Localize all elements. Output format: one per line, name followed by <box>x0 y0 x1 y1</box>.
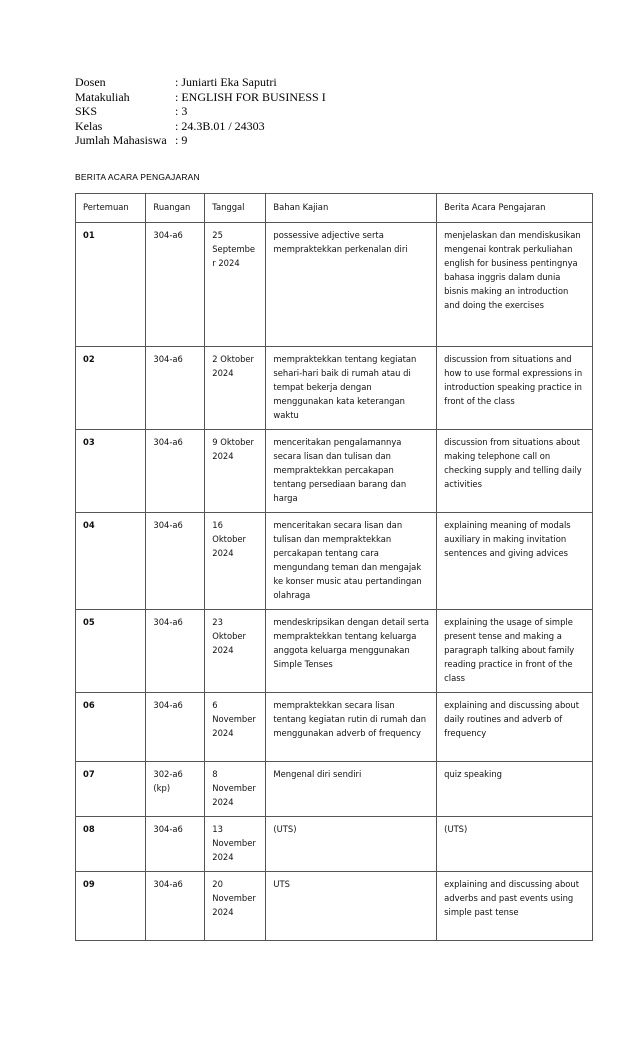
info-label: Dosen <box>75 75 106 89</box>
cell-pertemuan: 01 <box>76 223 146 347</box>
cell-tanggal: 23 Oktober 2024 <box>205 610 266 693</box>
info-label: SKS <box>75 104 98 119</box>
cell-bahan-kajian: UTS <box>266 872 437 941</box>
info-label: Matakuliah <box>75 89 130 104</box>
info-row-matakuliah <box>75 90 326 105</box>
cell-berita-acara: discussion from situations and how to use formal expressions in introduction speaking practice in front of the class <box>437 347 593 430</box>
cell-pertemuan: 04 <box>76 513 146 610</box>
cell-ruangan: 304-a6 <box>146 347 205 430</box>
cell-tanggal: 25 September 2024 <box>205 223 266 347</box>
cell-bahan-kajian: Mengenal diri sendiri <box>266 762 437 817</box>
cell-pertemuan: 09 <box>76 872 146 941</box>
cell-pertemuan: 07 <box>76 762 146 817</box>
info-row-dosen <box>75 75 326 90</box>
teaching-report-table <box>75 193 593 941</box>
table-row <box>76 762 593 817</box>
table-row <box>76 610 593 693</box>
cell-ruangan: 304-a6 <box>146 430 205 513</box>
info-value: : 24.3B.01 / 24303 <box>175 118 265 133</box>
info-row-sks <box>75 104 326 119</box>
cell-bahan-kajian: mendeskripsikan dengan detail serta mempraktekkan tentang keluarga anggota keluarga menggunakan Simple Tenses <box>266 610 437 693</box>
cell-berita-acara: (UTS) <box>437 817 593 872</box>
table-row <box>76 817 593 872</box>
course-info-header <box>75 75 326 148</box>
cell-ruangan: 304-a6 <box>146 610 205 693</box>
info-value: : ENGLISH FOR BUSINESS I <box>175 89 326 104</box>
cell-berita-acara: quiz speaking <box>437 762 593 817</box>
cell-bahan-kajian: (UTS) <box>266 817 437 872</box>
cell-bahan-kajian: menceritakan secara lisan dan tulisan dan mempraktekkan percakapan tentang cara mengundang teman dan mengajak ke konser music atau pertandingan olahraga <box>266 513 437 610</box>
cell-ruangan: 304-a6 <box>146 223 205 347</box>
info-row-jumlah-mahasiswa <box>75 133 326 148</box>
section-title: BERITA ACARA PENGAJARAN <box>75 172 200 182</box>
cell-tanggal: 13 November 2024 <box>205 817 266 872</box>
cell-berita-acara: discussion from situations about making telephone call on checking supply and telling daily activities <box>437 430 593 513</box>
table-row <box>76 693 593 762</box>
cell-tanggal: 6 November 2024 <box>205 693 266 762</box>
cell-ruangan: 304-a6 <box>146 872 205 941</box>
cell-berita-acara: explaining meaning of modals auxiliary in making invitation sentences and giving advices <box>437 513 593 610</box>
cell-berita-acara: explaining and discussing about daily routines and adverb of frequency <box>437 693 593 762</box>
cell-tanggal: 20 November 2024 <box>205 872 266 941</box>
cell-pertemuan: 05 <box>76 610 146 693</box>
cell-tanggal: 16 Oktober 2024 <box>205 513 266 610</box>
cell-tanggal: 8 November 2024 <box>205 762 266 817</box>
cell-berita-acara: explaining and discussing about adverbs and past events using simple past tense <box>437 872 593 941</box>
table-row <box>76 430 593 513</box>
cell-bahan-kajian: mempraktekkan tentang kegiatan sehari-hari baik di rumah atau di tempat bekerja dengan menggunakan kata keterangan waktu <box>266 347 437 430</box>
table-row <box>76 347 593 430</box>
info-label: Jumlah Mahasiswa <box>75 133 167 148</box>
cell-ruangan: 304-a6 <box>146 693 205 762</box>
column-header-ruangan: Ruangan <box>146 194 205 223</box>
cell-bahan-kajian: possessive adjective serta mempraktekkan perkenalan diri <box>266 223 437 347</box>
info-label: Kelas <box>75 118 103 133</box>
column-header-pertemuan: Pertemuan <box>76 194 146 223</box>
info-value: : 3 <box>175 104 188 119</box>
info-value: : Juniarti Eka Saputri <box>175 75 277 89</box>
cell-bahan-kajian: menceritakan pengalamannya secara lisan dan tulisan dan mempraktekkan percakapan tentang persediaan barang dan harga <box>266 430 437 513</box>
cell-ruangan: 304-a6 <box>146 513 205 610</box>
cell-pertemuan: 06 <box>76 693 146 762</box>
cell-ruangan: 302-a6 (kp) <box>146 762 205 817</box>
table-row <box>76 872 593 941</box>
column-header-tanggal: Tanggal <box>205 194 266 223</box>
cell-tanggal: 9 Oktober 2024 <box>205 430 266 513</box>
cell-tanggal: 2 Oktober 2024 <box>205 347 266 430</box>
table-row <box>76 223 593 347</box>
table-row <box>76 513 593 610</box>
cell-pertemuan: 02 <box>76 347 146 430</box>
column-header-bahan-kajian: Bahan Kajian <box>266 194 437 223</box>
column-header-berita-acara: Berita Acara Pengajaran <box>437 194 593 223</box>
cell-ruangan: 304-a6 <box>146 817 205 872</box>
cell-pertemuan: 08 <box>76 817 146 872</box>
table-header-row <box>76 194 593 223</box>
info-row-kelas <box>75 119 326 134</box>
info-value: : 9 <box>175 133 188 148</box>
cell-bahan-kajian: mempraktekkan secara lisan tentang kegiatan rutin di rumah dan menggunakan adverb of frequency <box>266 693 437 762</box>
cell-berita-acara: explaining the usage of simple present tense and making a paragraph talking about family reading practice in front of the class <box>437 610 593 693</box>
cell-pertemuan: 03 <box>76 430 146 513</box>
cell-berita-acara: menjelaskan dan mendiskusikan mengenai kontrak perkuliahan english for business pentingnya bahasa inggris dalam dunia bisnis making an introduction and doing the exercises <box>437 223 593 347</box>
